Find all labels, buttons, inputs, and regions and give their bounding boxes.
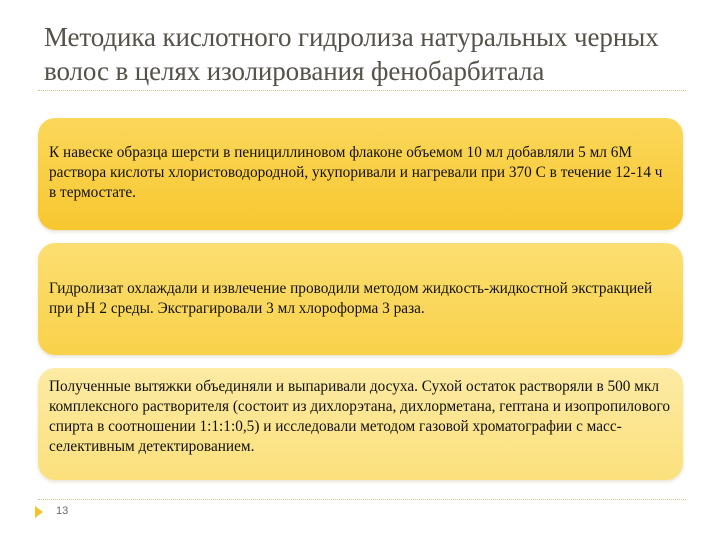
page-number: 13 [56, 505, 69, 517]
footer-divider [38, 499, 686, 500]
method-step-3-text: Полученные вытяжки объединяли и выпаривали досуха. Сухой остаток растворяли в 500 мкл комплексного растворителя (состоит из дихлорэтана, дихлорметана, гептана и изопропилового спирта в соотношении 1:1:1:0,5) и исследовали методом газовой хроматографии с масс-селективным детектированием. [49, 378, 671, 455]
method-step-3-box [38, 368, 683, 480]
method-step-2-text: Гидролизат охлаждали и извлечение проводили методом жидкость-жидкостной экстракцией при рН 2 среды. Экстрагировали 3 мл хлороформа 3 раза. [49, 280, 653, 317]
title-divider [38, 90, 686, 91]
triangle-bullet-icon [35, 506, 43, 518]
method-step-1-text: К навеске образца шерсти в пенициллиновом флаконе объемом 10 мл добавляли 5 мл 6М раствора кислоты хлористоводородной, укупоривали и нагревали при 370 С в течение 12-14 ч в термостате. [49, 144, 663, 201]
slide-title: Методика кислотного гидролиза натуральных черных волос в целях изолирования фенобарбитала [44, 22, 659, 86]
method-step-2-box [38, 243, 683, 355]
method-step-1-box [38, 118, 683, 230]
